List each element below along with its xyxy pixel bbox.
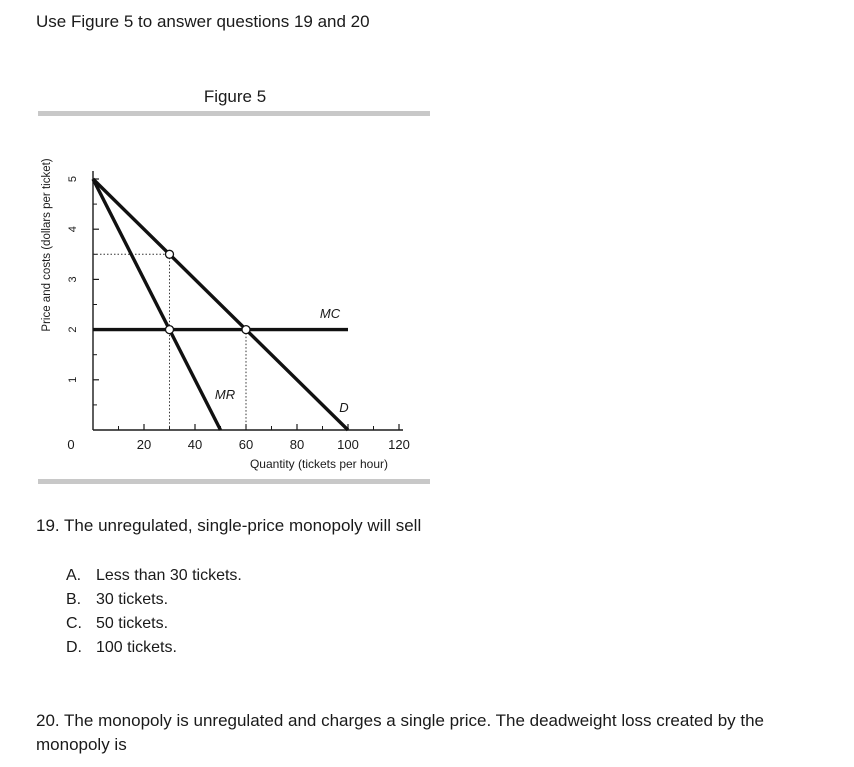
option-letter: B.: [66, 591, 82, 608]
curve-label-d: D: [339, 400, 349, 415]
y-tick-label: 5: [67, 175, 79, 183]
question-19-text: 19. The unregulated, single-price monopoly will sell: [36, 516, 422, 535]
instructions-text: Use Figure 5 to answer questions 19 and 20: [36, 12, 370, 31]
y-tick-label: 3: [67, 276, 79, 283]
option-text: Less than 30 tickets.: [96, 567, 242, 584]
question-19-options: [66, 564, 242, 660]
y-tick-label: 4: [67, 226, 79, 233]
option-letter: C.: [66, 615, 82, 632]
x-tick-label: 20: [136, 437, 152, 452]
x-tick-label: 40: [187, 437, 203, 452]
figure-title: Figure 5: [203, 87, 267, 106]
marked-point: [242, 326, 250, 334]
x-tick-label: 100: [337, 437, 359, 452]
option-text: 100 tickets.: [96, 639, 177, 656]
curve-label-mr: MR: [214, 387, 236, 402]
option-letter: A.: [66, 567, 82, 584]
x-tick-label: 0: [67, 437, 75, 452]
x-tick-label: 60: [238, 437, 254, 452]
x-tick-label: 120: [388, 437, 410, 452]
y-tick-label: 2: [67, 326, 79, 333]
option-d[interactable]: [66, 636, 242, 660]
option-a[interactable]: [66, 564, 242, 588]
option-text: 50 tickets.: [96, 615, 169, 632]
x-tick-label: 80: [289, 437, 305, 452]
option-letter: D.: [66, 639, 82, 656]
curve-label-mc: MC: [319, 306, 341, 321]
y-tick-label: 1: [67, 376, 79, 383]
option-c[interactable]: [66, 612, 242, 636]
y-axis-label: Price and costs (dollars per ticket): [41, 158, 53, 332]
x-axis-label: Quantity (tickets per hour): [249, 457, 389, 471]
option-b[interactable]: [66, 588, 242, 612]
option-text: 30 tickets.: [96, 591, 169, 608]
question-20-text: 20. The monopoly is unregulated and charges a single price. The deadweight loss created by the monopoly is: [36, 711, 765, 754]
curve-mr: [93, 179, 221, 430]
marked-point: [166, 326, 174, 334]
marked-point: [166, 250, 174, 258]
